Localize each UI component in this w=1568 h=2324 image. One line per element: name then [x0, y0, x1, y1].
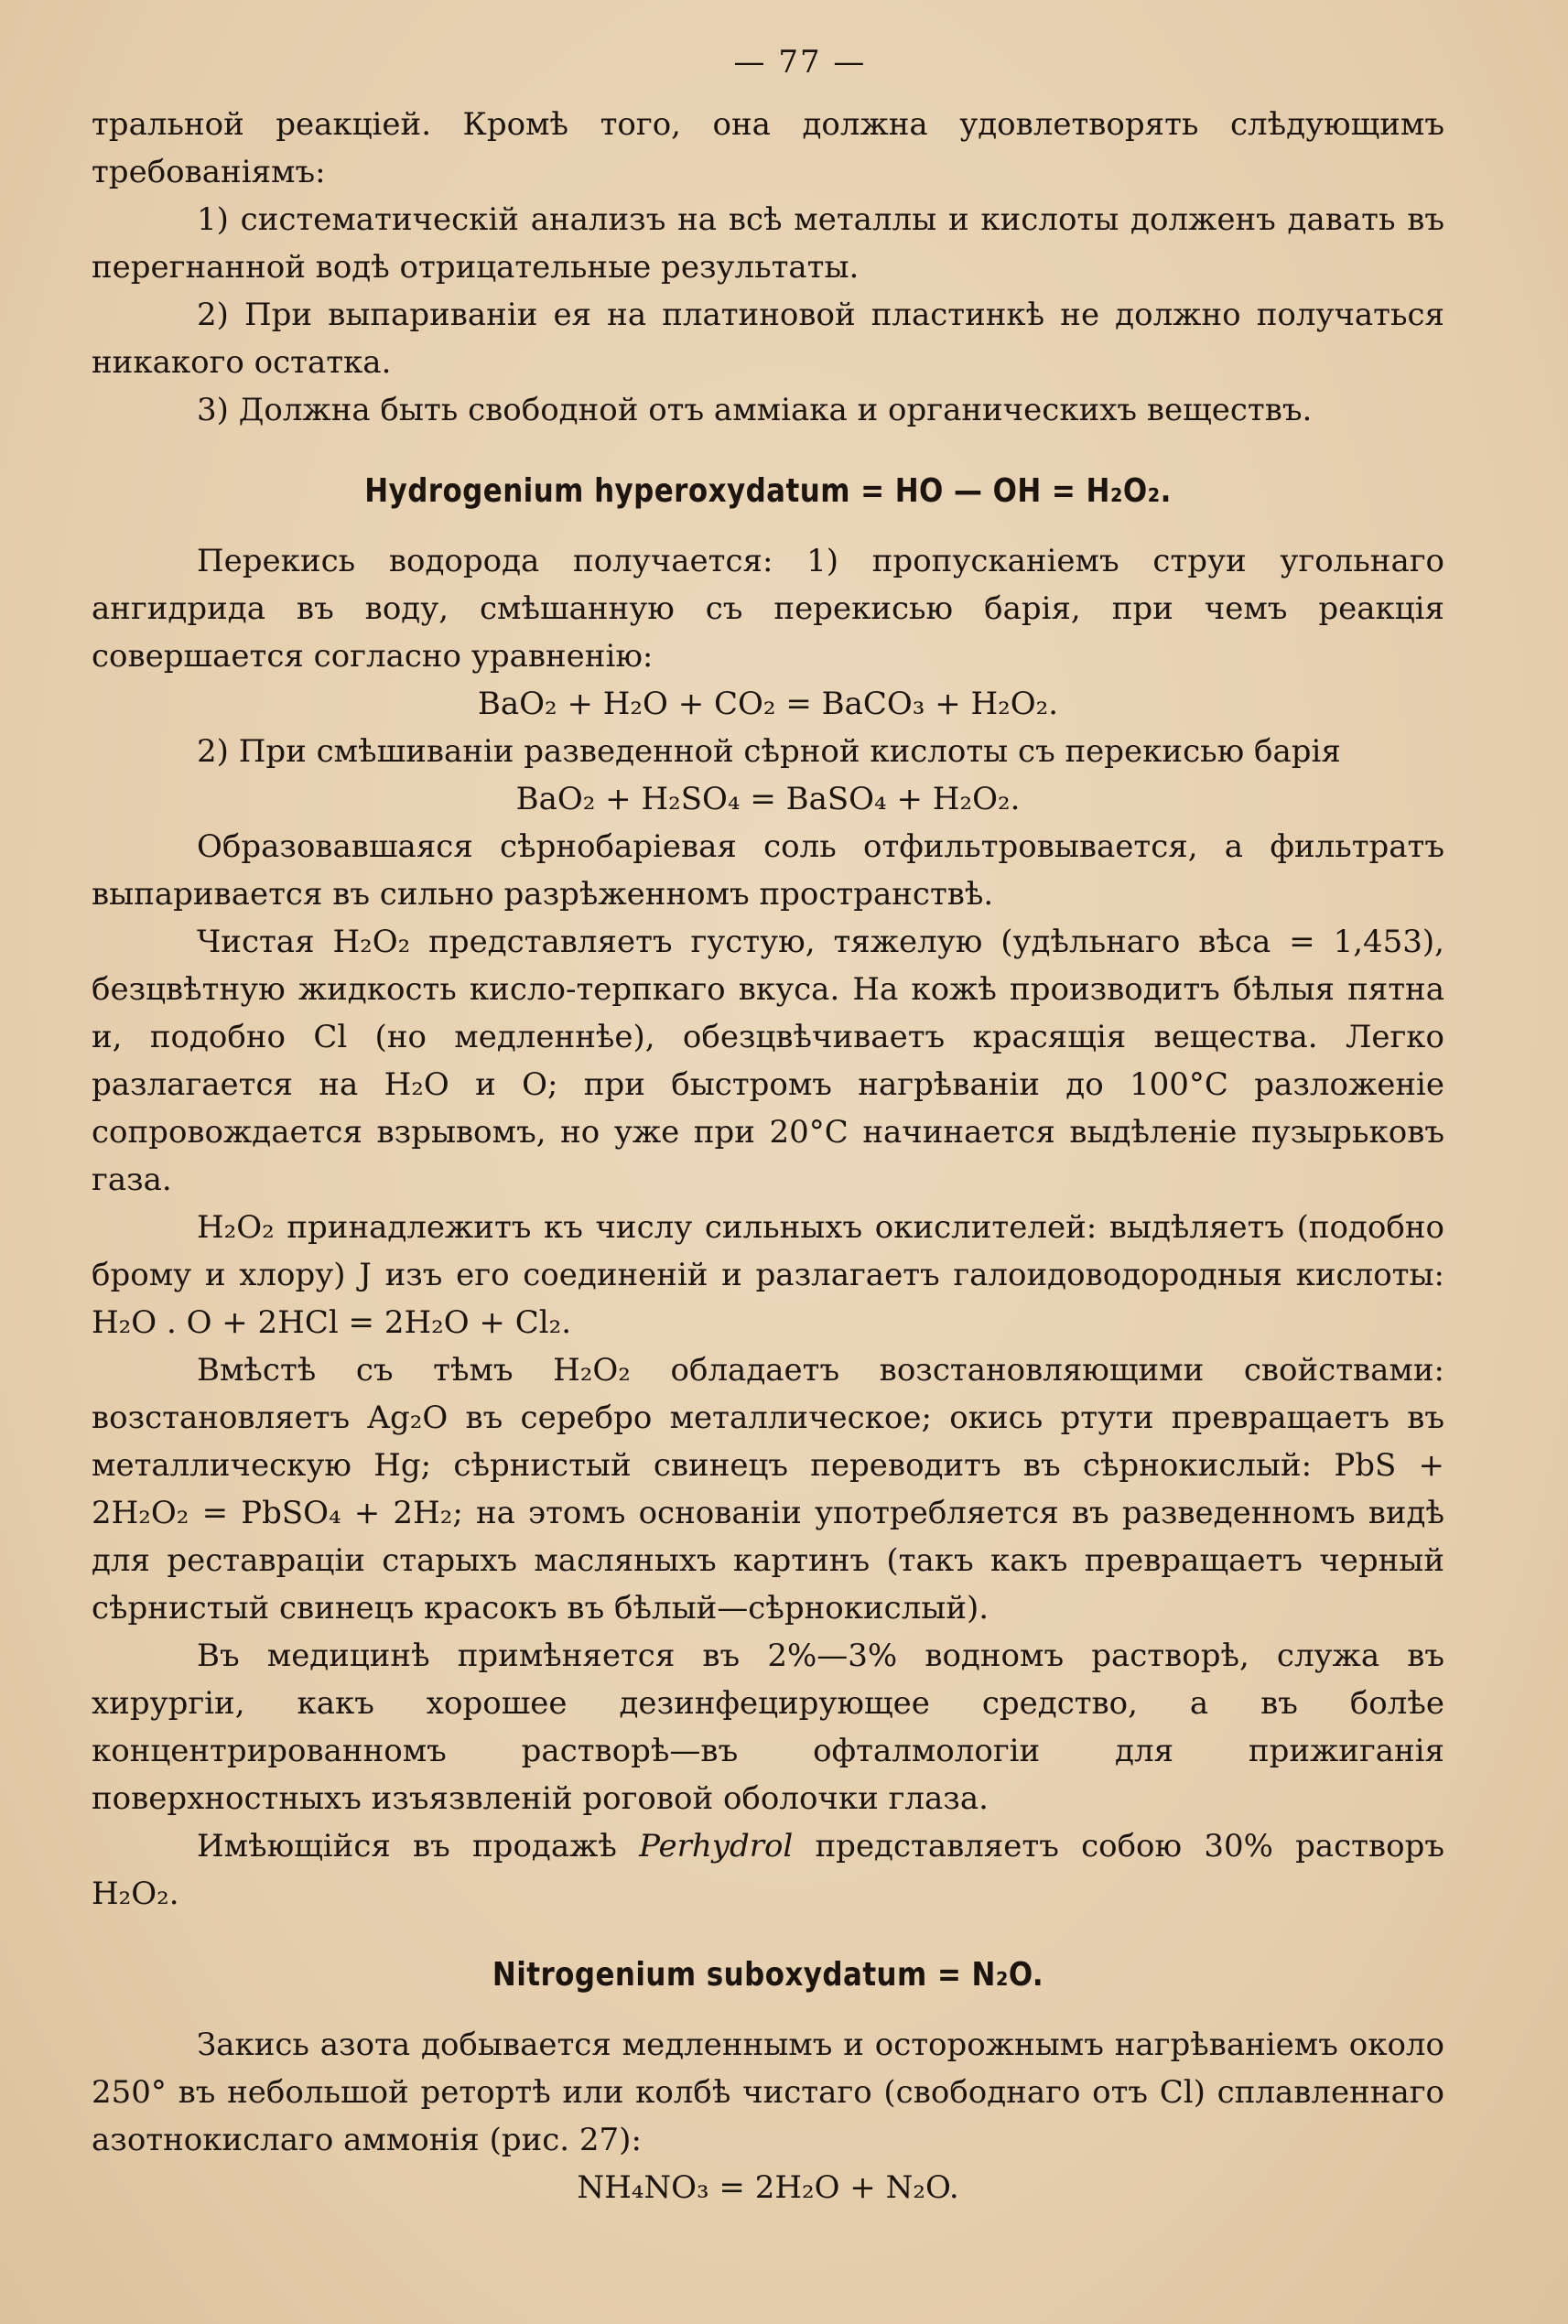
section-heading-hydrogen-peroxide: Hydrogenium hyperoxydatum = HO — OH = H₂O₂. [364, 472, 1172, 510]
paragraph: Вмѣстѣ съ тѣмъ H₂O₂ обладаетъ возстановляющими свойствами: возстановляетъ Ag₂O въ серебро металлическое; окись ртути превращаетъ въ металлическую Hg; сѣрнистый свинецъ переводитъ въ сѣрнокислый: PbS + 2H₂O₂ = PbSO₄ + 2H₂; на этомъ основаніи употребляется въ разведенномъ видѣ для реставраціи старыхъ масляныхъ картинъ (такъ какъ превращаетъ черный сѣрнистый свинецъ красокъ въ бѣлый—сѣрнокислый). [92, 1352, 1444, 1627]
section-intro [92, 101, 1444, 434]
paragraph: Образовавшаяся сѣрнобаріевая соль отфильтровывается, а фильтратъ выпаривается въ сильно разрѣженномъ пространствѣ. [92, 828, 1444, 913]
paragraph: Въ медицинѣ примѣняется въ 2%—3% водномъ растворѣ, служа въ хирургіи, какъ хорошее дезинфецирующее средство, а въ болѣе концентрированномъ растворѣ—въ офталмологіи для прижиганія поверхностныхъ изъязвленій роговой оболочки глаза. [92, 1638, 1444, 1817]
equation: NH₄NO₃ = 2H₂O + N₂O. [577, 2169, 959, 2206]
italic-term: Perhydrol [639, 1828, 794, 1865]
heading-formula: HO — OH [894, 472, 1042, 510]
heading-name: Nitrogenium suboxydatum [492, 1956, 927, 1994]
equation: BaO₂ + H₂O + CO₂ = BaCO₃ + H₂O₂. [477, 686, 1059, 722]
equation: BaO₂ + H₂SO₄ = BaSO₄ + H₂O₂. [515, 781, 1021, 817]
paragraph: Перекись водорода получается: 1) пропусканіемъ струи угольнаго ангидрида въ воду, смѣшанную съ перекисью барія, при чемъ реакція совершается согласно уравненію: [92, 543, 1444, 675]
section-nitrous-oxide [92, 2021, 1444, 2211]
text-run: Имѣющійся въ продажѣ [197, 1828, 640, 1865]
section-hydrogen-peroxide [92, 537, 1444, 1918]
paragraph [92, 1822, 1444, 1918]
heading-formula: N₂O. [971, 1956, 1044, 1994]
text-run: представляетъ собою 30% растворъ H₂O₂. [92, 1828, 1444, 1912]
paragraph: 2) При выпариваніи ея на платиновой пластинкѣ не должно получаться никакого остатка. [92, 297, 1444, 381]
page-number: — 77 — [733, 44, 867, 81]
heading-name: Hydrogenium hyperoxydatum [364, 472, 850, 510]
section-heading-nitrous-oxide: Nitrogenium suboxydatum = N₂O. [492, 1956, 1044, 1994]
heading-formula: H₂O₂. [1086, 472, 1172, 510]
paragraph: Чистая H₂O₂ представляетъ густую, тяжелую (удѣльнаго вѣса = 1,453), безцвѣтную жидкость кисло-терпкаго вкуса. На кожѣ производитъ бѣлыя пятна и, подобно Cl (но медленнѣе), обезцвѣчиваетъ красящія вещества. Легко разлагается на H₂O и O; при быстромъ нагрѣваніи до 100°C разложеніе сопровождается взрывомъ, но уже при 20°C начинается выдѣленіе пузырьковъ газа. [92, 924, 1444, 1198]
paragraph: 2) При смѣшиваніи разведенной сѣрной кислоты съ перекисью барія [197, 733, 1341, 770]
paragraph: 1) систематическій анализъ на всѣ металлы и кислоты долженъ давать въ перегнанной водѣ отрицательные результаты. [92, 201, 1444, 286]
paragraph: H₂O₂ принадлежитъ къ числу сильныхъ окислителей: выдѣляетъ (подобно брому и хлору) J изъ его соединеній и разлагаетъ галоидоводородныя кислоты: H₂O . O + 2HCl = 2H₂O + Cl₂. [92, 1209, 1444, 1341]
paragraph: 3) Должна быть свободной отъ аммiака и органическихъ веществъ. [197, 392, 1313, 428]
paragraph: тральной реакціей. Кромѣ того, она должна удовлетворять слѣдующимъ требованіямъ: [92, 106, 1444, 190]
paragraph: Закись азота добывается медленнымъ и осторожнымъ нагрѣваніемъ около 250° въ небольшой ретортѣ или колбѣ чистаго (свободнаго отъ Cl) сплавленнаго азотнокислаго аммонія (рис. 27): [92, 2027, 1444, 2158]
